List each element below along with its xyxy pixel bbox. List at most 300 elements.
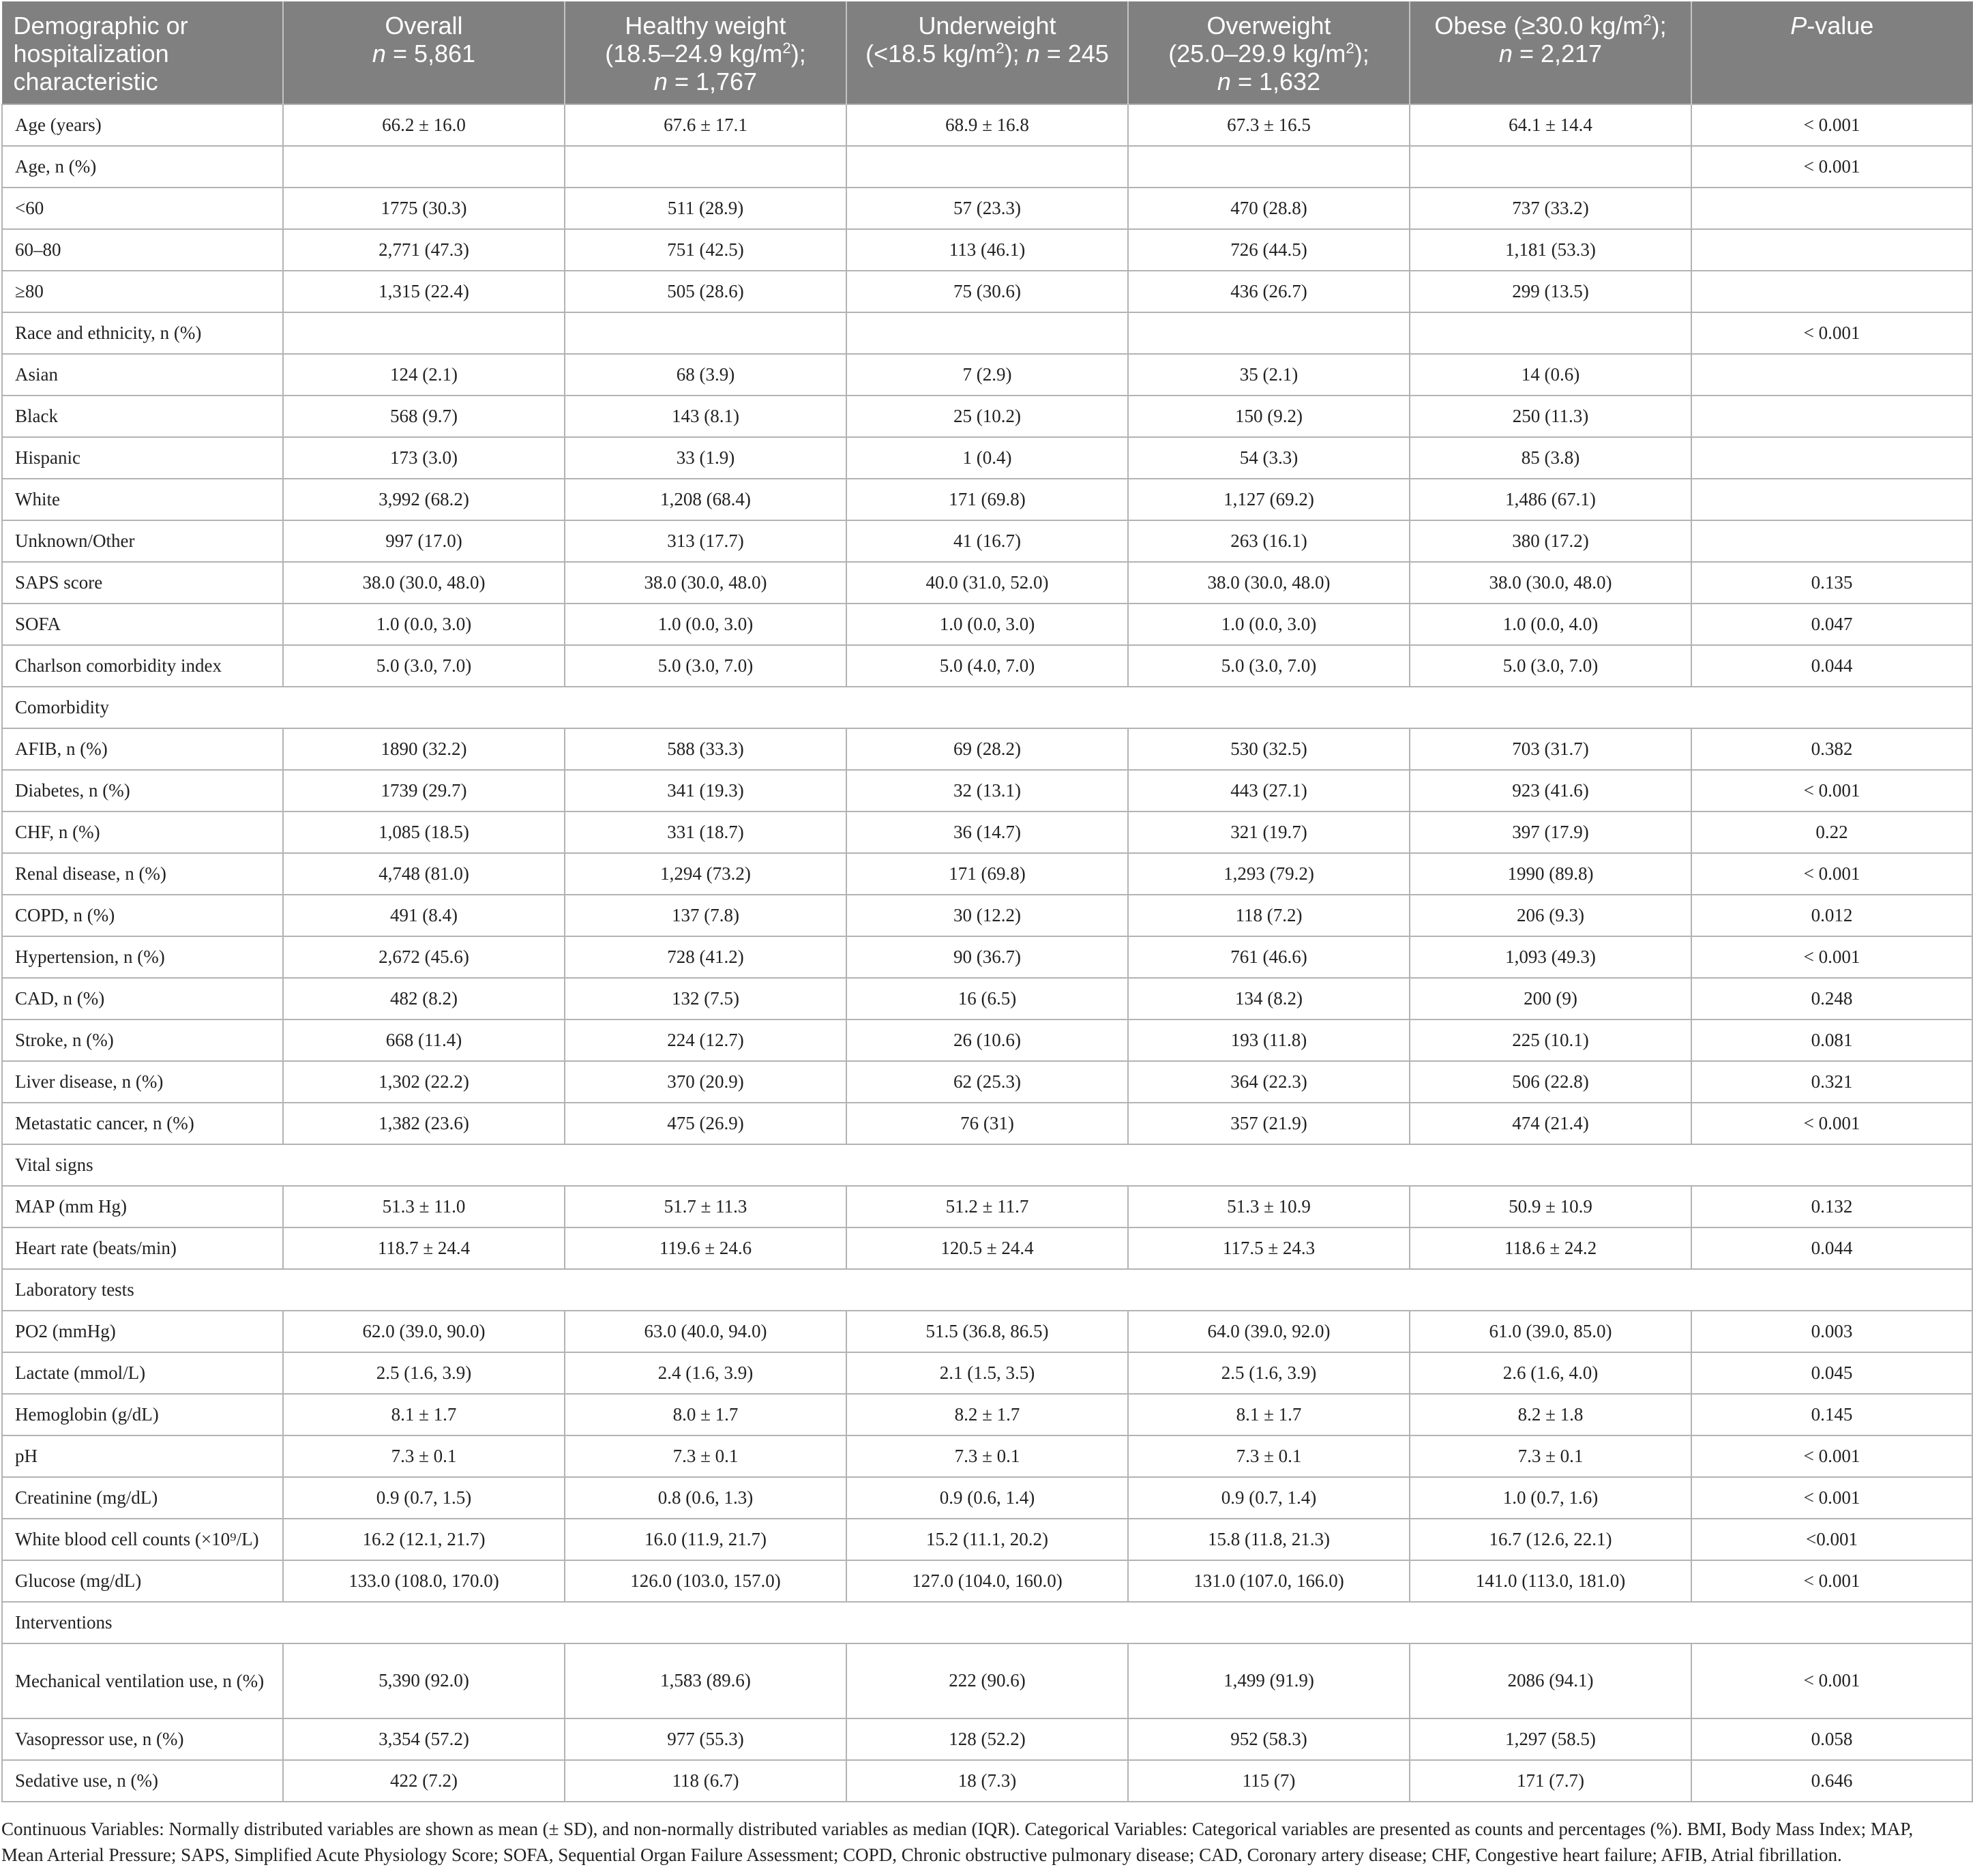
table-cell: 118.7 ± 24.4 xyxy=(283,1227,565,1269)
table-cell: 952 (58.3) xyxy=(1128,1718,1410,1760)
table-cell: < 0.001 xyxy=(1691,104,1972,146)
table-row xyxy=(2,479,1972,520)
table-cell: 62.0 (39.0, 90.0) xyxy=(283,1311,565,1352)
table-cell: 568 (9.7) xyxy=(283,396,565,437)
table-row xyxy=(2,1311,1972,1352)
table-cell: 15.2 (11.1, 20.2) xyxy=(846,1519,1128,1560)
table-cell: 67.3 ± 16.5 xyxy=(1128,104,1410,146)
table-cell: 1.0 (0.7, 1.6) xyxy=(1410,1477,1691,1519)
table-cell: 530 (32.5) xyxy=(1128,728,1410,770)
table-row xyxy=(2,1019,1972,1061)
table-cell xyxy=(1691,354,1972,396)
table-cell: 1.0 (0.0, 4.0) xyxy=(1410,604,1691,645)
table-cell: 923 (41.6) xyxy=(1410,770,1691,812)
table-cell: < 0.001 xyxy=(1691,1643,1972,1718)
table-cell: 51.5 (36.8, 86.5) xyxy=(846,1311,1128,1352)
table-cell: 2.4 (1.6, 3.9) xyxy=(565,1352,846,1394)
table-cell: 474 (21.4) xyxy=(1410,1103,1691,1144)
table-cell: 0.145 xyxy=(1691,1394,1972,1435)
table-cell: 422 (7.2) xyxy=(283,1760,565,1802)
table-row xyxy=(2,1186,1972,1227)
table-cell: 16.0 (11.9, 21.7) xyxy=(565,1519,846,1560)
table-cell: 225 (10.1) xyxy=(1410,1019,1691,1061)
row-label: Liver disease, n (%) xyxy=(2,1061,283,1103)
table-cell: 35 (2.1) xyxy=(1128,354,1410,396)
table-cell: 728 (41.2) xyxy=(565,936,846,978)
table-cell: 341 (19.3) xyxy=(565,770,846,812)
table-cell: 8.1 ± 1.7 xyxy=(283,1394,565,1435)
table-cell: 193 (11.8) xyxy=(1128,1019,1410,1061)
section-label: Vital signs xyxy=(2,1144,1972,1186)
table-cell: 33 (1.9) xyxy=(565,437,846,479)
table-cell: 38.0 (30.0, 48.0) xyxy=(283,562,565,604)
row-label: CHF, n (%) xyxy=(2,812,283,853)
header-p-value: P-value xyxy=(1691,2,1972,104)
table-cell: 2.5 (1.6, 3.9) xyxy=(283,1352,565,1394)
table-cell: 0.9 (0.6, 1.4) xyxy=(846,1477,1128,1519)
table-cell: 171 (69.8) xyxy=(846,853,1128,895)
table-cell: 588 (33.3) xyxy=(565,728,846,770)
table-cell: 26 (10.6) xyxy=(846,1019,1128,1061)
table-cell xyxy=(1691,188,1972,229)
table-cell xyxy=(1128,146,1410,188)
table-cell: 68.9 ± 16.8 xyxy=(846,104,1128,146)
table-row xyxy=(2,104,1972,146)
table-cell: 299 (13.5) xyxy=(1410,271,1691,312)
row-label: 60–80 xyxy=(2,229,283,271)
table-cell: 1.0 (0.0, 3.0) xyxy=(1128,604,1410,645)
table-cell: 32 (13.1) xyxy=(846,770,1128,812)
header-obese: Obese (≥30.0 $kg/m^2$); n = 2,217 xyxy=(1410,2,1691,104)
table-cell: 7 (2.9) xyxy=(846,354,1128,396)
row-label: Hemoglobin (g/dL) xyxy=(2,1394,283,1435)
table-cell: 137 (7.8) xyxy=(565,895,846,936)
row-label: SOFA xyxy=(2,604,283,645)
table-cell: 1,499 (91.9) xyxy=(1128,1643,1410,1718)
table-cell: 0.003 xyxy=(1691,1311,1972,1352)
table-cell: <0.001 xyxy=(1691,1519,1972,1560)
row-label: Sedative use, n (%) xyxy=(2,1760,283,1802)
table-row xyxy=(2,645,1972,687)
table-cell: 1739 (29.7) xyxy=(283,770,565,812)
row-label: Charlson comorbidity index xyxy=(2,645,283,687)
table-cell: 171 (69.8) xyxy=(846,479,1128,520)
header-row xyxy=(2,2,1972,104)
table-cell: 2086 (94.1) xyxy=(1410,1643,1691,1718)
table-row xyxy=(2,728,1972,770)
table-cell: 15.8 (11.8, 21.3) xyxy=(1128,1519,1410,1560)
table-cell: 0.248 xyxy=(1691,978,1972,1019)
table-cell: 119.6 ± 24.6 xyxy=(565,1227,846,1269)
row-label: Age (years) xyxy=(2,104,283,146)
row-label: Lactate (mmol/L) xyxy=(2,1352,283,1394)
row-label: Race and ethnicity, n (%) xyxy=(2,312,283,354)
table-cell: 115 (7) xyxy=(1128,1760,1410,1802)
table-cell: 1775 (30.3) xyxy=(283,188,565,229)
table-row xyxy=(2,978,1972,1019)
table-cell: 67.6 ± 17.1 xyxy=(565,104,846,146)
table-cell: 4,748 (81.0) xyxy=(283,853,565,895)
table-row xyxy=(2,1435,1972,1477)
table-cell: 5.0 (3.0, 7.0) xyxy=(565,645,846,687)
table-cell: 263 (16.1) xyxy=(1128,520,1410,562)
table-row xyxy=(2,396,1972,437)
table-cell: 38.0 (30.0, 48.0) xyxy=(1410,562,1691,604)
table-cell: 54 (3.3) xyxy=(1128,437,1410,479)
table-cell: 0.135 xyxy=(1691,562,1972,604)
table-cell: 737 (33.2) xyxy=(1410,188,1691,229)
table-cell: 1,085 (18.5) xyxy=(283,812,565,853)
table-cell: 511 (28.9) xyxy=(565,188,846,229)
table-row xyxy=(2,1394,1972,1435)
table-cell: 206 (9.3) xyxy=(1410,895,1691,936)
row-label: CAD, n (%) xyxy=(2,978,283,1019)
row-label: Hypertension, n (%) xyxy=(2,936,283,978)
table-cell: 1,093 (49.3) xyxy=(1410,936,1691,978)
table-cell: 120.5 ± 24.4 xyxy=(846,1227,1128,1269)
row-label: Stroke, n (%) xyxy=(2,1019,283,1061)
table-cell: 41 (16.7) xyxy=(846,520,1128,562)
table-row xyxy=(2,188,1972,229)
table-cell: < 0.001 xyxy=(1691,1477,1972,1519)
row-label: <60 xyxy=(2,188,283,229)
table-cell: 5,390 (92.0) xyxy=(283,1643,565,1718)
table-cell: < 0.001 xyxy=(1691,936,1972,978)
table-cell: 436 (26.7) xyxy=(1128,271,1410,312)
table-cell: 25 (10.2) xyxy=(846,396,1128,437)
table-cell xyxy=(1691,271,1972,312)
section-row xyxy=(2,1144,1972,1186)
table-row xyxy=(2,812,1972,853)
table-cell: 0.058 xyxy=(1691,1718,1972,1760)
table-cell: 443 (27.1) xyxy=(1128,770,1410,812)
table-row xyxy=(2,562,1972,604)
table-cell: 321 (19.7) xyxy=(1128,812,1410,853)
table-cell: 8.0 ± 1.7 xyxy=(565,1394,846,1435)
row-label: Glucose (mg/dL) xyxy=(2,1560,283,1602)
table-row xyxy=(2,770,1972,812)
row-label: Vasopressor use, n (%) xyxy=(2,1718,283,1760)
table-cell: 90 (36.7) xyxy=(846,936,1128,978)
table-cell: 75 (30.6) xyxy=(846,271,1128,312)
table-cell: 1990 (89.8) xyxy=(1410,853,1691,895)
table-cell: 1890 (32.2) xyxy=(283,728,565,770)
table-cell: 0.321 xyxy=(1691,1061,1972,1103)
table-footnote: Continuous Variables: Normally distributed variables are shown as mean (± SD), and non-normally distributed variables as median (IQR). Categorical Variables: Categorical variables are presented as counts and percentages (%). BMI, Body Mass Index; MAP, Mean Arterial Pressure; SAPS, Simplified Acute Physiology Score; SOFA, Sequential Organ Failure Assessment; COPD, Chronic obstructive pulmonary disease; CAD, Coronary artery disease; CHF, Congestive heart failure; AFIB, Atrial fibrillation. xyxy=(1,1819,1914,1865)
section-row xyxy=(2,1269,1972,1311)
row-label: pH xyxy=(2,1435,283,1477)
table-container xyxy=(1,1,1972,1802)
table-cell: < 0.001 xyxy=(1691,1435,1972,1477)
table-cell: 127.0 (104.0, 160.0) xyxy=(846,1560,1128,1602)
table-cell xyxy=(1128,312,1410,354)
row-label: Heart rate (beats/min) xyxy=(2,1227,283,1269)
row-label: ≥80 xyxy=(2,271,283,312)
table-cell: 0.012 xyxy=(1691,895,1972,936)
table-cell: 3,354 (57.2) xyxy=(283,1718,565,1760)
table-cell: 0.8 (0.6, 1.3) xyxy=(565,1477,846,1519)
table-cell xyxy=(1691,520,1972,562)
table-cell xyxy=(283,146,565,188)
table-cell: 118.6 ± 24.2 xyxy=(1410,1227,1691,1269)
table-row xyxy=(2,1352,1972,1394)
row-label: Mechanical ventilation use, n (%) xyxy=(2,1643,283,1718)
table-cell: 1,315 (22.4) xyxy=(283,271,565,312)
table-cell: < 0.001 xyxy=(1691,1560,1972,1602)
table-cell: 997 (17.0) xyxy=(283,520,565,562)
table-cell: 85 (3.8) xyxy=(1410,437,1691,479)
table-cell: 505 (28.6) xyxy=(565,271,846,312)
table-cell: 200 (9) xyxy=(1410,978,1691,1019)
table-cell: 134 (8.2) xyxy=(1128,978,1410,1019)
table-cell xyxy=(846,312,1128,354)
table-cell: 0.9 (0.7, 1.4) xyxy=(1128,1477,1410,1519)
table-cell: 364 (22.3) xyxy=(1128,1061,1410,1103)
table-cell: 0.045 xyxy=(1691,1352,1972,1394)
row-label: Hispanic xyxy=(2,437,283,479)
table-cell: 0.9 (0.7, 1.5) xyxy=(283,1477,565,1519)
table-cell: 3,992 (68.2) xyxy=(283,479,565,520)
table-cell: < 0.001 xyxy=(1691,853,1972,895)
table-cell: 57 (23.3) xyxy=(846,188,1128,229)
table-cell: 8.2 ± 1.7 xyxy=(846,1394,1128,1435)
table-cell: 0.044 xyxy=(1691,1227,1972,1269)
table-cell: 0.081 xyxy=(1691,1019,1972,1061)
table-row xyxy=(2,520,1972,562)
table-cell: 61.0 (39.0, 85.0) xyxy=(1410,1311,1691,1352)
table-row xyxy=(2,1519,1972,1560)
table-row xyxy=(2,1643,1972,1718)
table-cell: 50.9 ± 10.9 xyxy=(1410,1186,1691,1227)
table-cell: 397 (17.9) xyxy=(1410,812,1691,853)
table-cell: 5.0 (4.0, 7.0) xyxy=(846,645,1128,687)
table-cell: 2.5 (1.6, 3.9) xyxy=(1128,1352,1410,1394)
table-cell: 5.0 (3.0, 7.0) xyxy=(283,645,565,687)
table-cell xyxy=(1691,229,1972,271)
table-cell: 63.0 (40.0, 94.0) xyxy=(565,1311,846,1352)
table-row xyxy=(2,604,1972,645)
table-cell: 380 (17.2) xyxy=(1410,520,1691,562)
section-label: Comorbidity xyxy=(2,687,1972,728)
table-cell: 761 (46.6) xyxy=(1128,936,1410,978)
table-cell: 5.0 (3.0, 7.0) xyxy=(1128,645,1410,687)
table-cell: 62 (25.3) xyxy=(846,1061,1128,1103)
characteristics-table xyxy=(1,1,1973,1802)
table-cell: 51.3 ± 10.9 xyxy=(1128,1186,1410,1227)
table-row xyxy=(2,1560,1972,1602)
table-row xyxy=(2,354,1972,396)
table-cell: 51.3 ± 11.0 xyxy=(283,1186,565,1227)
table-cell: 1,297 (58.5) xyxy=(1410,1718,1691,1760)
table-cell: 173 (3.0) xyxy=(283,437,565,479)
header-underweight: Underweight (<18.5 $kg/m^2$); n = 245 xyxy=(846,2,1128,104)
table-cell: 0.646 xyxy=(1691,1760,1972,1802)
table-cell: 38.0 (30.0, 48.0) xyxy=(1128,562,1410,604)
table-cell: 1,486 (67.1) xyxy=(1410,479,1691,520)
table-cell: < 0.001 xyxy=(1691,770,1972,812)
table-cell: 7.3 ± 0.1 xyxy=(1128,1435,1410,1477)
table-cell: 64.0 (39.0, 92.0) xyxy=(1128,1311,1410,1352)
table-cell: 150 (9.2) xyxy=(1128,396,1410,437)
header-healthy-weight: Healthy weight (18.5–24.9 $kg/m^2$); n = 1,767 xyxy=(565,2,846,104)
table-cell: 7.3 ± 0.1 xyxy=(565,1435,846,1477)
table-cell: 113 (46.1) xyxy=(846,229,1128,271)
table-cell: 7.3 ± 0.1 xyxy=(283,1435,565,1477)
table-cell: 1,181 (53.3) xyxy=(1410,229,1691,271)
table-cell: 69 (28.2) xyxy=(846,728,1128,770)
table-cell: 1,302 (22.2) xyxy=(283,1061,565,1103)
table-cell: 124 (2.1) xyxy=(283,354,565,396)
table-cell: 1,583 (89.6) xyxy=(565,1643,846,1718)
table-row xyxy=(2,146,1972,188)
row-label: Metastatic cancer, n (%) xyxy=(2,1103,283,1144)
table-cell: 143 (8.1) xyxy=(565,396,846,437)
table-cell: 8.1 ± 1.7 xyxy=(1128,1394,1410,1435)
table-cell xyxy=(1410,146,1691,188)
table-row xyxy=(2,1760,1972,1802)
row-label: COPD, n (%) xyxy=(2,895,283,936)
table-cell xyxy=(565,312,846,354)
table-cell: 118 (7.2) xyxy=(1128,895,1410,936)
section-label: Laboratory tests xyxy=(2,1269,1972,1311)
table-cell: 7.3 ± 0.1 xyxy=(846,1435,1128,1477)
table-cell: 0.382 xyxy=(1691,728,1972,770)
table-cell xyxy=(846,146,1128,188)
table-cell: 506 (22.8) xyxy=(1410,1061,1691,1103)
table-cell: 1,208 (68.4) xyxy=(565,479,846,520)
table-cell: 64.1 ± 14.4 xyxy=(1410,104,1691,146)
table-cell: 250 (11.3) xyxy=(1410,396,1691,437)
table-body xyxy=(2,104,1972,1802)
row-label: Creatinine (mg/dL) xyxy=(2,1477,283,1519)
table-cell: 0.044 xyxy=(1691,645,1972,687)
table-cell: < 0.001 xyxy=(1691,146,1972,188)
table-cell: 76 (31) xyxy=(846,1103,1128,1144)
row-label: Diabetes, n (%) xyxy=(2,770,283,812)
table-cell: 751 (42.5) xyxy=(565,229,846,271)
table-cell: 131.0 (107.0, 166.0) xyxy=(1128,1560,1410,1602)
table-cell: 491 (8.4) xyxy=(283,895,565,936)
table-cell: 0.22 xyxy=(1691,812,1972,853)
table-cell: 36 (14.7) xyxy=(846,812,1128,853)
row-label: PO2 (mmHg) xyxy=(2,1311,283,1352)
table-cell: 133.0 (108.0, 170.0) xyxy=(283,1560,565,1602)
table-cell xyxy=(1691,437,1972,479)
table-cell: < 0.001 xyxy=(1691,1103,1972,1144)
header-overall: Overall n = 5,861 xyxy=(283,2,565,104)
table-cell: 141.0 (113.0, 181.0) xyxy=(1410,1560,1691,1602)
table-cell: 222 (90.6) xyxy=(846,1643,1128,1718)
table-row xyxy=(2,936,1972,978)
table-row xyxy=(2,1718,1972,1760)
table-cell: 357 (21.9) xyxy=(1128,1103,1410,1144)
table-cell: 482 (8.2) xyxy=(283,978,565,1019)
row-label: Black xyxy=(2,396,283,437)
table-row xyxy=(2,853,1972,895)
table-cell: 1.0 (0.0, 3.0) xyxy=(283,604,565,645)
table-row xyxy=(2,1103,1972,1144)
table-cell: 51.2 ± 11.7 xyxy=(846,1186,1128,1227)
table-cell: 470 (28.8) xyxy=(1128,188,1410,229)
table-cell: 1.0 (0.0, 3.0) xyxy=(565,604,846,645)
table-cell: 1 (0.4) xyxy=(846,437,1128,479)
table-cell: 118 (6.7) xyxy=(565,1760,846,1802)
table-cell: 16.7 (12.6, 22.1) xyxy=(1410,1519,1691,1560)
table-cell: 668 (11.4) xyxy=(283,1019,565,1061)
row-label: Renal disease, n (%) xyxy=(2,853,283,895)
table-cell xyxy=(565,146,846,188)
table-cell: 126.0 (103.0, 157.0) xyxy=(565,1560,846,1602)
row-label: White xyxy=(2,479,283,520)
row-label: Unknown/Other xyxy=(2,520,283,562)
section-row xyxy=(2,1602,1972,1643)
table-cell: 703 (31.7) xyxy=(1410,728,1691,770)
table-row xyxy=(2,437,1972,479)
table-cell: 1,293 (79.2) xyxy=(1128,853,1410,895)
table-cell: 117.5 ± 24.3 xyxy=(1128,1227,1410,1269)
table-cell: 1,382 (23.6) xyxy=(283,1103,565,1144)
table-cell: 331 (18.7) xyxy=(565,812,846,853)
table-cell: 2.6 (1.6, 4.0) xyxy=(1410,1352,1691,1394)
table-cell: 128 (52.2) xyxy=(846,1718,1128,1760)
table-cell: 313 (17.7) xyxy=(565,520,846,562)
row-label: Asian xyxy=(2,354,283,396)
table-row xyxy=(2,229,1972,271)
table-cell: 132 (7.5) xyxy=(565,978,846,1019)
table-cell: 977 (55.3) xyxy=(565,1718,846,1760)
table-cell xyxy=(1691,396,1972,437)
row-label: AFIB, n (%) xyxy=(2,728,283,770)
table-cell: 1.0 (0.0, 3.0) xyxy=(846,604,1128,645)
table-cell: 0.132 xyxy=(1691,1186,1972,1227)
table-row xyxy=(2,895,1972,936)
table-cell: 8.2 ± 1.8 xyxy=(1410,1394,1691,1435)
table-cell: 1,294 (73.2) xyxy=(565,853,846,895)
table-cell: 16 (6.5) xyxy=(846,978,1128,1019)
table-row xyxy=(2,1477,1972,1519)
row-label: White blood cell counts (×10⁹/L) xyxy=(2,1519,283,1560)
table-cell xyxy=(1691,479,1972,520)
table-cell: 0.047 xyxy=(1691,604,1972,645)
table-cell: 16.2 (12.1, 21.7) xyxy=(283,1519,565,1560)
table-cell: 68 (3.9) xyxy=(565,354,846,396)
table-cell xyxy=(1410,312,1691,354)
table-cell: 51.7 ± 11.3 xyxy=(565,1186,846,1227)
table-cell xyxy=(283,312,565,354)
table-row xyxy=(2,271,1972,312)
table-cell: 370 (20.9) xyxy=(565,1061,846,1103)
table-cell: < 0.001 xyxy=(1691,312,1972,354)
header-characteristic: Demographic or hospitalization characteristic xyxy=(2,2,283,104)
table-cell: 40.0 (31.0, 52.0) xyxy=(846,562,1128,604)
section-label: Interventions xyxy=(2,1602,1972,1643)
header-overweight: Overweight (25.0–29.9 $kg/m^2$); n = 1,632 xyxy=(1128,2,1410,104)
table-cell: 5.0 (3.0, 7.0) xyxy=(1410,645,1691,687)
table-cell: 726 (44.5) xyxy=(1128,229,1410,271)
section-row xyxy=(2,687,1972,728)
table-cell: 30 (12.2) xyxy=(846,895,1128,936)
table-cell: 475 (26.9) xyxy=(565,1103,846,1144)
table-cell: 7.3 ± 0.1 xyxy=(1410,1435,1691,1477)
table-cell: 2.1 (1.5, 3.5) xyxy=(846,1352,1128,1394)
table-cell: 171 (7.7) xyxy=(1410,1760,1691,1802)
table-cell: 14 (0.6) xyxy=(1410,354,1691,396)
table-cell: 2,672 (45.6) xyxy=(283,936,565,978)
row-label: Age, n (%) xyxy=(2,146,283,188)
table-cell: 224 (12.7) xyxy=(565,1019,846,1061)
table-cell: 2,771 (47.3) xyxy=(283,229,565,271)
table-cell: 38.0 (30.0, 48.0) xyxy=(565,562,846,604)
